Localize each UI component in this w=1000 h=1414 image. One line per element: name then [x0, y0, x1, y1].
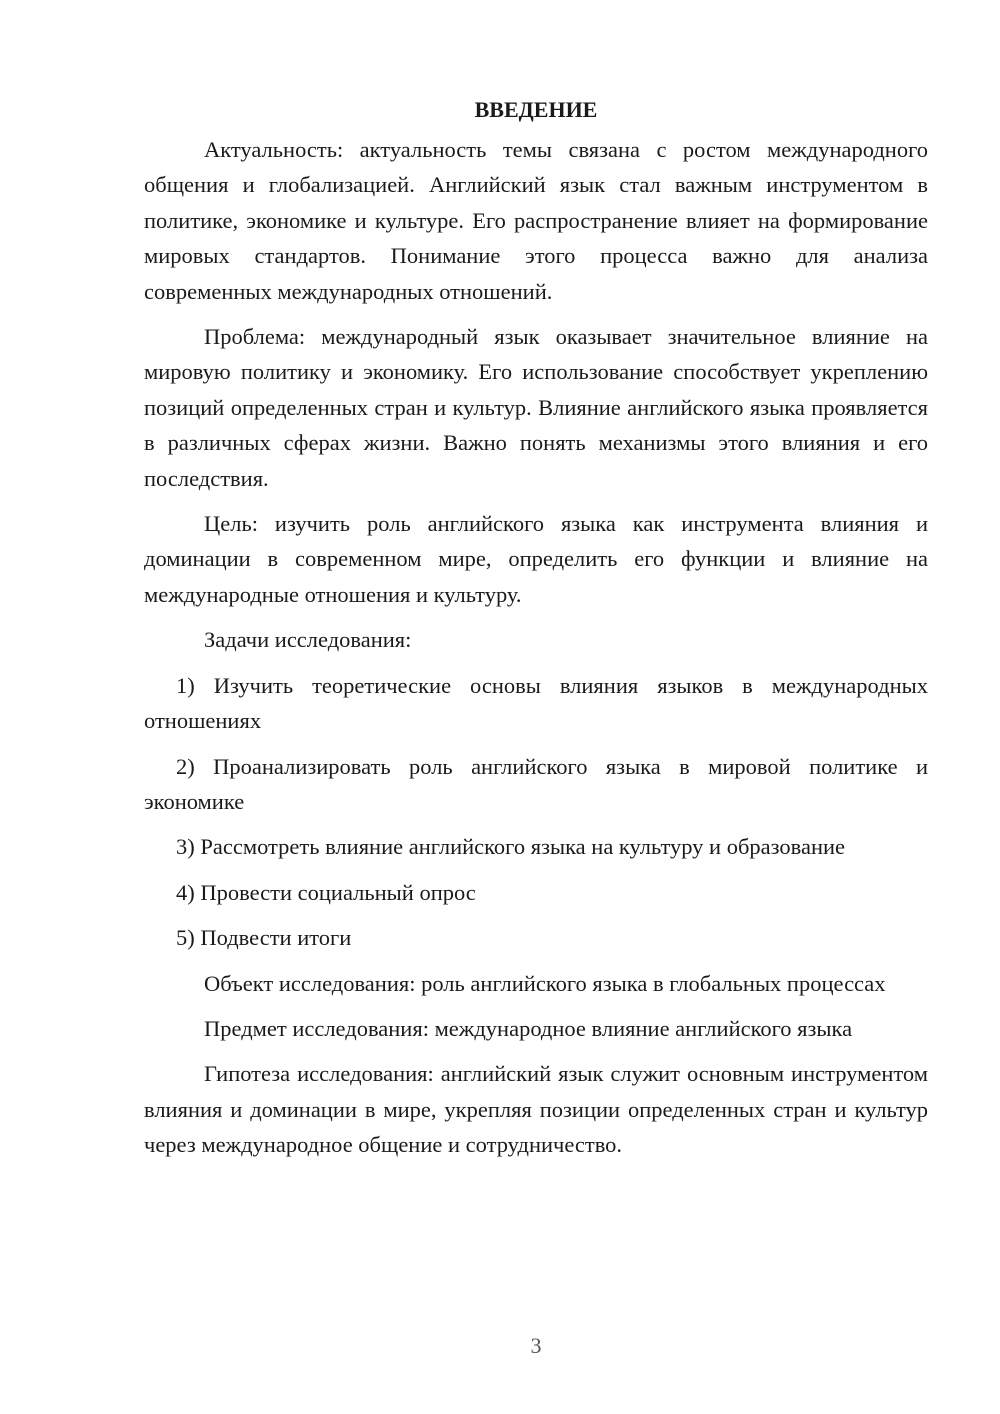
paragraph-hypothesis: Гипотеза исследования: английский язык служит основным инструментом влияния и доминации в мире, укрепляя позиции определенных стран и культур через международное общение и сотрудничество. [144, 1061, 928, 1158]
paragraph-problem: Проблема: международный язык оказывает значительное влияние на мировую политику и экономику. Его использование способствует укреплению позиций определенных стран и культур. Влияние английского языка проявляется в различных сферах жизни. Важно понять механизмы этого влияния и его последствия. [144, 324, 928, 491]
paragraph-subject: Предмет исследования: международное влияние английского языка [204, 1015, 853, 1041]
paragraph-relevance: Актуальность: актуальность темы связана с ростом международного общения и глобализацией. Английский язык стал важным инструментом в политике, экономике и культуре. Его распространение влияет на формирование мировых стандартов. Понимание этого процесса важно для анализа современных международных отношений. [144, 137, 928, 304]
task-item-1: 1) Изучить теоретические основы влияния языков в международных отношениях [144, 672, 928, 734]
task-item-5: 5) Подвести итоги [176, 925, 352, 951]
page-number: 3 [530, 1333, 542, 1358]
paragraph-goal: Цель: изучить роль английского языка как инструмента влияния и доминации в современном мире, определить его функции и влияние на международные отношения и культуру. [144, 511, 928, 607]
page-content [144, 92, 928, 1173]
task-item-2: 2) Проанализировать роль английского языка в мировой политике и экономике [144, 753, 928, 814]
document-title: ВВЕДЕНИЕ [474, 97, 598, 122]
paragraph-object: Объект исследования: роль английского языка в глобальных процессах [204, 970, 886, 996]
paragraph-tasks-heading: Задачи исследования: [204, 627, 412, 653]
task-item-3: 3) Рассмотреть влияние английского языка на культуру и образование [176, 834, 846, 860]
task-item-4: 4) Провести социальный опрос [176, 879, 476, 905]
